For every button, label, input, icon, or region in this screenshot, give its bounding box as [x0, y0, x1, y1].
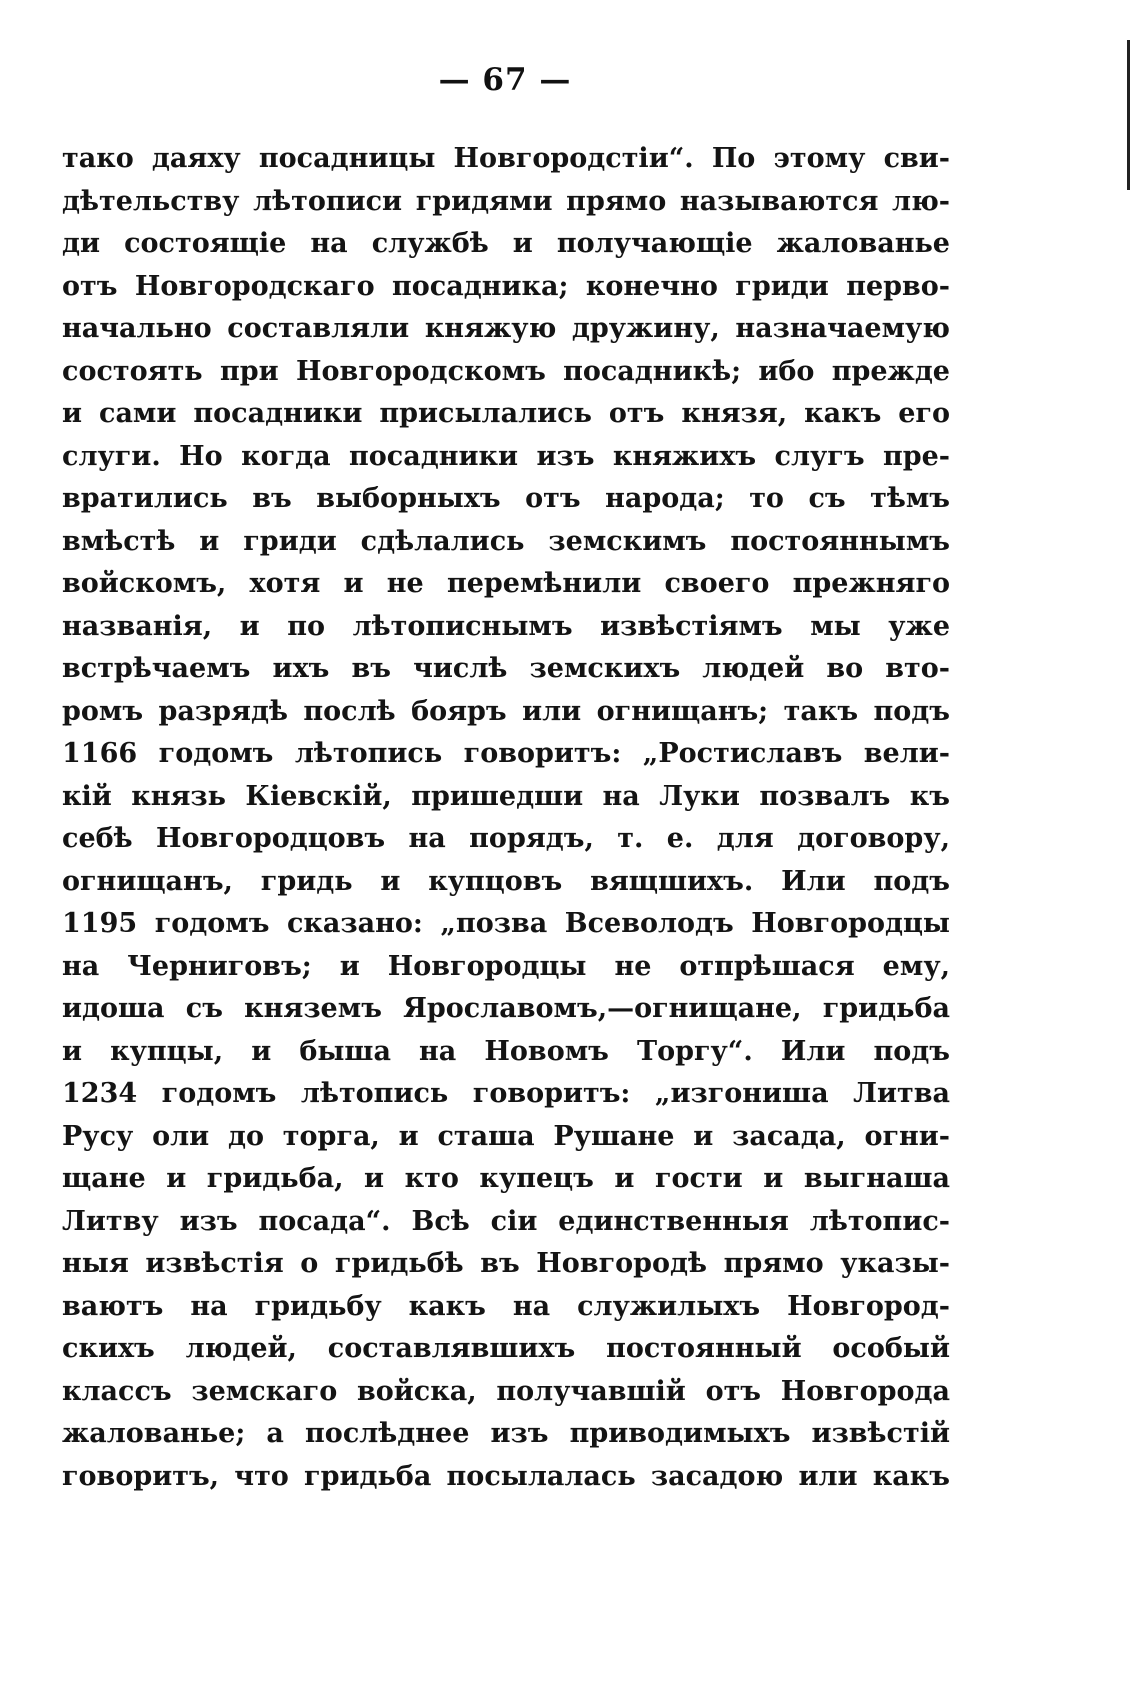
text-line: говоритъ, что гридьба посылалась засадою или какъ [62, 1460, 950, 1492]
text-line: 1195 годомъ сказано: „позва Всеволодъ Новгородцы [62, 908, 950, 939]
text-line: кій князь Кіевскій, пришедши на Луки позвалъ къ [62, 780, 950, 812]
text-line: и сами посадники присылались отъ князя, какъ его [62, 398, 950, 429]
text-line: и купцы, и быша на Новомъ Торгу“. Или подъ [62, 1035, 950, 1067]
text-line: огнищанъ, гридь и купцовъ вящшихъ. Или подъ [62, 865, 950, 897]
text-line: дѣтельству лѣтописи гридями прямо называются лю- [62, 185, 950, 217]
page-edge-mark [1127, 40, 1130, 190]
text-line: ныя извѣстія о гридьбѣ въ Новгородѣ прямо указы- [62, 1248, 950, 1279]
text-line: тако даяху посадницы Новгородстіи“. По этому сви- [62, 143, 950, 174]
text-line: классъ земскаго войска, получавшій отъ Новгорода [62, 1375, 950, 1407]
body-text [62, 138, 950, 1498]
text-line: Литву изъ посада“. Всѣ сіи единственныя лѣтопис- [62, 1205, 950, 1237]
text-line: войскомъ, хотя и не перемѣнили своего прежняго [62, 568, 950, 599]
text-line: 1166 годомъ лѣтопись говоритъ: „Ростиславъ вели- [62, 738, 950, 769]
text-line: ромъ разрядѣ послѣ бояръ или огнищанъ; такъ подъ [62, 695, 950, 727]
text-line: слуги. Но когда посадники изъ княжихъ слугъ пре- [62, 440, 950, 472]
text-line: отъ Новгородскаго посадника; конечно гриди перво- [62, 270, 950, 302]
text-line: названія, и по лѣтописнымъ извѣстіямъ мы уже [62, 610, 950, 642]
text-line: вратились въ выборныхъ отъ народа; то съ тѣмъ [62, 483, 950, 514]
text-line: ди состоящіе на службѣ и получающіе жалованье [62, 228, 950, 259]
text-line: скихъ людей, составлявшихъ постоянный особый [62, 1333, 950, 1364]
text-line: жалованье; а послѣднее изъ приводимыхъ извѣстій [62, 1418, 950, 1449]
text-line: вмѣстѣ и гриди сдѣлались земскимъ постояннымъ [62, 525, 950, 557]
page-number: — 67 — [438, 62, 572, 98]
text-line: 1234 годомъ лѣтопись говоритъ: „изгониша Литва [62, 1078, 950, 1109]
text-line: Русу оли до торга, и сташа Рушане и засада, огни- [62, 1120, 950, 1152]
text-line: ваютъ на гридьбу какъ на служилыхъ Новгород- [62, 1290, 950, 1322]
text-line: встрѣчаемъ ихъ въ числѣ земскихъ людей во вто- [62, 653, 950, 684]
text-line: себѣ Новгородцовъ на порядъ, т. е. для договору, [62, 823, 950, 854]
text-line: на Черниговъ; и Новгородцы не отпрѣшася ему, [62, 950, 950, 982]
text-line: щане и гридьба, и кто купецъ и гости и выгнаша [62, 1163, 950, 1194]
text-line: состоять при Новгородскомъ посадникѣ; ибо прежде [62, 355, 950, 387]
text-line: идоша съ княземъ Ярославомъ,—огнищане, гридьба [62, 993, 950, 1024]
text-line: начально составляли княжую дружину, назначаемую [62, 313, 950, 344]
